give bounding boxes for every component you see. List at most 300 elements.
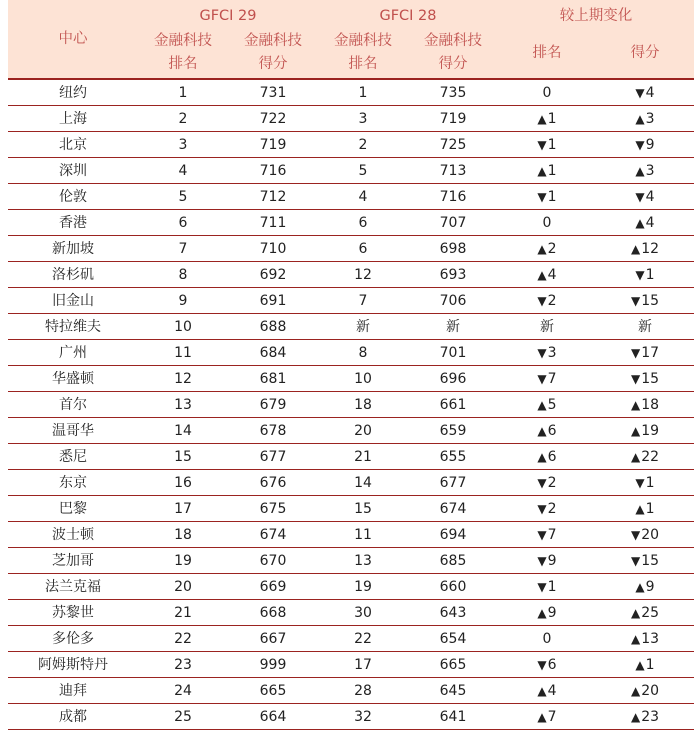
table-row bbox=[8, 418, 694, 444]
rank-29-cell: 20 bbox=[138, 574, 228, 600]
rank-change-cell bbox=[498, 106, 596, 132]
triangle-down-icon: ▼ bbox=[630, 293, 641, 308]
rank-change-value: 9 bbox=[547, 552, 557, 569]
score-change-cell bbox=[596, 314, 694, 340]
triangle-up-icon: ▲ bbox=[630, 709, 641, 724]
rank-change-cell bbox=[498, 548, 596, 574]
score-change-cell bbox=[596, 548, 694, 574]
rank-29-cell: 18 bbox=[138, 522, 228, 548]
score-change-cell bbox=[596, 470, 694, 496]
triangle-down-icon: ▼ bbox=[635, 267, 645, 282]
triangle-up-icon: ▲ bbox=[630, 241, 641, 256]
score-28-cell: 685 bbox=[408, 548, 498, 574]
rank-change-value: 1 bbox=[547, 136, 557, 153]
triangle-down-icon: ▼ bbox=[537, 371, 547, 386]
score-28-cell: 694 bbox=[408, 522, 498, 548]
table-row bbox=[8, 600, 694, 626]
rank-29-cell: 5 bbox=[138, 184, 228, 210]
rank-change-value: 2 bbox=[547, 474, 557, 491]
score-28-cell: 719 bbox=[408, 106, 498, 132]
header-fintech-28-rank: 金融科技 bbox=[334, 33, 392, 49]
score-28-cell: 654 bbox=[408, 626, 498, 652]
triangle-down-icon: ▼ bbox=[537, 345, 547, 360]
score-28-cell: 701 bbox=[408, 340, 498, 366]
table-row bbox=[8, 470, 694, 496]
score-28-cell: 665 bbox=[408, 652, 498, 678]
table-row bbox=[8, 574, 694, 600]
rank-28-cell: 20 bbox=[318, 418, 408, 444]
score-28-cell: 693 bbox=[408, 262, 498, 288]
rank-change-value: 2 bbox=[547, 500, 557, 517]
rank-change-cell bbox=[498, 210, 596, 236]
rank-28-cell: 3 bbox=[318, 106, 408, 132]
triangle-up-icon: ▲ bbox=[630, 631, 641, 646]
score-28-cell: 677 bbox=[408, 470, 498, 496]
rank-28-cell: 2 bbox=[318, 132, 408, 158]
rank-change-cell bbox=[498, 574, 596, 600]
rank-28-cell: 17 bbox=[318, 652, 408, 678]
rank-change-value: 1 bbox=[547, 162, 557, 179]
table-row bbox=[8, 184, 694, 210]
rank-29-cell: 16 bbox=[138, 470, 228, 496]
score-change-cell bbox=[596, 418, 694, 444]
rank-change-cell bbox=[498, 236, 596, 262]
rank-change-cell bbox=[498, 496, 596, 522]
rank-29-cell: 17 bbox=[138, 496, 228, 522]
score-29-cell: 679 bbox=[228, 392, 318, 418]
score-change-value: 17 bbox=[641, 344, 660, 361]
rank-change-value: 6 bbox=[547, 448, 557, 465]
triangle-up-icon: ▲ bbox=[635, 501, 645, 516]
table-row bbox=[8, 678, 694, 704]
triangle-down-icon: ▼ bbox=[630, 527, 641, 542]
header-score-change: 得分 bbox=[630, 45, 660, 61]
table-row bbox=[8, 80, 694, 106]
rank-change-value: 2 bbox=[547, 240, 557, 257]
rank-change-cell bbox=[498, 600, 596, 626]
rank-28-cell: 30 bbox=[318, 600, 408, 626]
score-change-value: 13 bbox=[641, 630, 660, 647]
score-change-cell bbox=[596, 366, 694, 392]
rank-28-cell: 5 bbox=[318, 158, 408, 184]
rank-change-value: 0 bbox=[542, 84, 552, 101]
triangle-down-icon: ▼ bbox=[537, 527, 547, 542]
score-change-value: 1 bbox=[645, 266, 655, 283]
triangle-down-icon: ▼ bbox=[635, 475, 645, 490]
rank-28-cell: 15 bbox=[318, 496, 408, 522]
table-row bbox=[8, 106, 694, 132]
score-change-cell bbox=[596, 106, 694, 132]
header-rank-29: 排名 bbox=[168, 56, 198, 72]
score-28-cell: 725 bbox=[408, 132, 498, 158]
header-fintech-29-score: 金融科技 bbox=[244, 33, 302, 49]
rank-29-cell: 24 bbox=[138, 678, 228, 704]
rank-28-cell: 12 bbox=[318, 262, 408, 288]
rank-change-value: 1 bbox=[547, 110, 557, 127]
triangle-up-icon: ▲ bbox=[635, 215, 645, 230]
triangle-down-icon: ▼ bbox=[537, 293, 547, 308]
rank-change-value: 9 bbox=[547, 604, 557, 621]
triangle-down-icon: ▼ bbox=[537, 657, 547, 672]
score-28-cell: 674 bbox=[408, 496, 498, 522]
triangle-up-icon: ▲ bbox=[537, 605, 547, 620]
score-change-value: 15 bbox=[641, 292, 660, 309]
header-fintech-28-score: 金融科技 bbox=[424, 33, 482, 49]
table-row bbox=[8, 210, 694, 236]
score-change-value: 25 bbox=[641, 604, 660, 621]
rank-change-cell bbox=[498, 340, 596, 366]
triangle-up-icon: ▲ bbox=[630, 605, 641, 620]
score-28-cell: 706 bbox=[408, 288, 498, 314]
score-29-cell: 667 bbox=[228, 626, 318, 652]
rank-28-cell: 32 bbox=[318, 704, 408, 730]
header-score-28: 得分 bbox=[438, 56, 468, 72]
rank-change-cell bbox=[498, 262, 596, 288]
table-row bbox=[8, 288, 694, 314]
rank-29-cell: 3 bbox=[138, 132, 228, 158]
city-cell: 首尔 bbox=[8, 392, 138, 418]
rank-change-cell bbox=[498, 80, 596, 106]
header-rank-28: 排名 bbox=[348, 56, 378, 72]
triangle-up-icon: ▲ bbox=[635, 163, 645, 178]
score-28-cell: 661 bbox=[408, 392, 498, 418]
table-header bbox=[8, 0, 694, 78]
rank-29-cell: 9 bbox=[138, 288, 228, 314]
score-28-cell: 660 bbox=[408, 574, 498, 600]
rank-28-cell: 19 bbox=[318, 574, 408, 600]
score-29-cell: 676 bbox=[228, 470, 318, 496]
rank-change-cell bbox=[498, 418, 596, 444]
triangle-up-icon: ▲ bbox=[635, 111, 645, 126]
rank-29-cell: 23 bbox=[138, 652, 228, 678]
score-change-value: 22 bbox=[641, 448, 660, 465]
city-cell: 温哥华 bbox=[8, 418, 138, 444]
rank-29-cell: 1 bbox=[138, 80, 228, 106]
score-29-cell: 668 bbox=[228, 600, 318, 626]
rank-change-cell bbox=[498, 470, 596, 496]
score-29-cell: 664 bbox=[228, 704, 318, 730]
triangle-down-icon: ▼ bbox=[537, 553, 547, 568]
table-row bbox=[8, 704, 694, 730]
triangle-up-icon: ▲ bbox=[630, 449, 641, 464]
rank-29-cell: 2 bbox=[138, 106, 228, 132]
score-29-cell: 670 bbox=[228, 548, 318, 574]
city-cell: 华盛顿 bbox=[8, 366, 138, 392]
rank-change-cell bbox=[498, 704, 596, 730]
rank-change-cell bbox=[498, 314, 596, 340]
score-28-cell: 645 bbox=[408, 678, 498, 704]
score-change-cell bbox=[596, 236, 694, 262]
score-change-value: 15 bbox=[641, 370, 660, 387]
header-rank-change: 排名 bbox=[532, 45, 562, 61]
rank-29-cell: 15 bbox=[138, 444, 228, 470]
city-cell: 香港 bbox=[8, 210, 138, 236]
rank-change-cell bbox=[498, 626, 596, 652]
score-change-value: 1 bbox=[645, 656, 655, 673]
score-change-value: 23 bbox=[641, 708, 660, 725]
score-change-value: 4 bbox=[645, 84, 655, 101]
rank-change-value: 1 bbox=[547, 188, 557, 205]
score-28-cell: 716 bbox=[408, 184, 498, 210]
rank-29-cell: 8 bbox=[138, 262, 228, 288]
rank-change-value: 6 bbox=[547, 422, 557, 439]
score-change-cell bbox=[596, 158, 694, 184]
triangle-up-icon: ▲ bbox=[537, 267, 547, 282]
score-change-value: 15 bbox=[641, 552, 660, 569]
city-cell: 波士顿 bbox=[8, 522, 138, 548]
rank-29-cell: 11 bbox=[138, 340, 228, 366]
rank-change-value: 4 bbox=[547, 682, 557, 699]
rank-change-value: 6 bbox=[547, 656, 557, 673]
score-change-cell bbox=[596, 652, 694, 678]
rank-change-value: 0 bbox=[542, 214, 552, 231]
rank-change-cell bbox=[498, 132, 596, 158]
table-row bbox=[8, 444, 694, 470]
triangle-up-icon: ▲ bbox=[537, 423, 547, 438]
rank-28-cell: 11 bbox=[318, 522, 408, 548]
score-change-value: 19 bbox=[641, 422, 660, 439]
score-28-cell: 641 bbox=[408, 704, 498, 730]
rank-change-cell bbox=[498, 366, 596, 392]
rank-change-cell bbox=[498, 392, 596, 418]
score-29-cell: 675 bbox=[228, 496, 318, 522]
score-change-value: 9 bbox=[645, 578, 655, 595]
score-29-cell: 669 bbox=[228, 574, 318, 600]
score-29-cell: 710 bbox=[228, 236, 318, 262]
table-row bbox=[8, 236, 694, 262]
rank-change-cell bbox=[498, 652, 596, 678]
header-center: 中心 bbox=[58, 31, 88, 47]
score-change-value: 1 bbox=[645, 474, 655, 491]
score-change-cell bbox=[596, 184, 694, 210]
table-row bbox=[8, 652, 694, 678]
score-28-cell: 659 bbox=[408, 418, 498, 444]
score-28-cell: 713 bbox=[408, 158, 498, 184]
score-29-cell: 691 bbox=[228, 288, 318, 314]
score-28-cell: 696 bbox=[408, 366, 498, 392]
score-28-cell: 655 bbox=[408, 444, 498, 470]
table-row bbox=[8, 340, 694, 366]
city-cell: 上海 bbox=[8, 106, 138, 132]
rank-29-cell: 25 bbox=[138, 704, 228, 730]
rank-28-cell: 4 bbox=[318, 184, 408, 210]
city-cell: 东京 bbox=[8, 470, 138, 496]
score-change-cell bbox=[596, 132, 694, 158]
city-cell: 新加坡 bbox=[8, 236, 138, 262]
rank-28-cell: 6 bbox=[318, 210, 408, 236]
score-29-cell: 719 bbox=[228, 132, 318, 158]
table-row bbox=[8, 522, 694, 548]
city-cell: 芝加哥 bbox=[8, 548, 138, 574]
triangle-up-icon: ▲ bbox=[635, 657, 645, 672]
city-cell: 迪拜 bbox=[8, 678, 138, 704]
rank-change-value: 2 bbox=[547, 292, 557, 309]
score-change-cell bbox=[596, 288, 694, 314]
rank-28-cell: 10 bbox=[318, 366, 408, 392]
score-change-value: 4 bbox=[645, 214, 655, 231]
city-cell: 巴黎 bbox=[8, 496, 138, 522]
rank-change-value: 7 bbox=[547, 526, 557, 543]
table-row bbox=[8, 262, 694, 288]
city-cell: 广州 bbox=[8, 340, 138, 366]
score-29-cell: 678 bbox=[228, 418, 318, 444]
header-score-29: 得分 bbox=[258, 56, 288, 72]
rank-change-value: 7 bbox=[547, 708, 557, 725]
rank-change-value: 新 bbox=[540, 318, 554, 335]
rank-28-cell: 1 bbox=[318, 80, 408, 106]
triangle-up-icon: ▲ bbox=[537, 397, 547, 412]
score-29-cell: 681 bbox=[228, 366, 318, 392]
score-29-cell: 692 bbox=[228, 262, 318, 288]
score-29-cell: 716 bbox=[228, 158, 318, 184]
table-row bbox=[8, 314, 694, 340]
rank-28-cell: 13 bbox=[318, 548, 408, 574]
city-cell: 法兰克福 bbox=[8, 574, 138, 600]
score-change-cell bbox=[596, 392, 694, 418]
triangle-down-icon: ▼ bbox=[635, 189, 645, 204]
triangle-down-icon: ▼ bbox=[537, 501, 547, 516]
table-row bbox=[8, 496, 694, 522]
city-cell: 苏黎世 bbox=[8, 600, 138, 626]
score-change-value: 1 bbox=[645, 500, 655, 517]
score-28-cell: 707 bbox=[408, 210, 498, 236]
rank-29-cell: 21 bbox=[138, 600, 228, 626]
rank-change-cell bbox=[498, 444, 596, 470]
table-row bbox=[8, 548, 694, 574]
city-cell: 多伦多 bbox=[8, 626, 138, 652]
score-29-cell: 999 bbox=[228, 652, 318, 678]
score-29-cell: 688 bbox=[228, 314, 318, 340]
header-fintech-29-rank: 金融科技 bbox=[154, 33, 212, 49]
triangle-down-icon: ▼ bbox=[630, 371, 641, 386]
score-28-cell: 735 bbox=[408, 80, 498, 106]
score-change-cell bbox=[596, 444, 694, 470]
city-cell: 洛杉矶 bbox=[8, 262, 138, 288]
rank-29-cell: 12 bbox=[138, 366, 228, 392]
rank-29-cell: 13 bbox=[138, 392, 228, 418]
rank-29-cell: 14 bbox=[138, 418, 228, 444]
score-29-cell: 665 bbox=[228, 678, 318, 704]
rank-change-cell bbox=[498, 288, 596, 314]
score-change-cell bbox=[596, 262, 694, 288]
rank-28-cell: 6 bbox=[318, 236, 408, 262]
rank-change-cell bbox=[498, 678, 596, 704]
triangle-down-icon: ▼ bbox=[630, 345, 641, 360]
rank-change-cell bbox=[498, 184, 596, 210]
rank-28-cell: 7 bbox=[318, 288, 408, 314]
rank-change-value: 7 bbox=[547, 370, 557, 387]
header-gfci28: GFCI 28 bbox=[379, 8, 437, 24]
score-change-value: 4 bbox=[645, 188, 655, 205]
rank-29-cell: 22 bbox=[138, 626, 228, 652]
score-29-cell: 674 bbox=[228, 522, 318, 548]
score-28-cell: 643 bbox=[408, 600, 498, 626]
rank-28-cell: 28 bbox=[318, 678, 408, 704]
rank-change-value: 3 bbox=[547, 344, 557, 361]
score-28-cell: 698 bbox=[408, 236, 498, 262]
city-cell: 特拉维夫 bbox=[8, 314, 138, 340]
triangle-up-icon: ▲ bbox=[635, 579, 645, 594]
score-28-cell: 新 bbox=[408, 314, 498, 340]
triangle-up-icon: ▲ bbox=[630, 423, 641, 438]
header-change: 较上期变化 bbox=[559, 8, 633, 24]
rank-change-value: 5 bbox=[547, 396, 557, 413]
rank-28-cell: 新 bbox=[318, 314, 408, 340]
rank-29-cell: 6 bbox=[138, 210, 228, 236]
rank-28-cell: 21 bbox=[318, 444, 408, 470]
score-change-value: 12 bbox=[641, 240, 660, 257]
city-cell: 旧金山 bbox=[8, 288, 138, 314]
score-change-value: 9 bbox=[645, 136, 655, 153]
table-row bbox=[8, 158, 694, 184]
rank-change-value: 1 bbox=[547, 578, 557, 595]
table-row bbox=[8, 626, 694, 652]
score-change-cell bbox=[596, 574, 694, 600]
score-change-cell bbox=[596, 496, 694, 522]
header-gfci29: GFCI 29 bbox=[199, 8, 257, 24]
rank-change-cell bbox=[498, 158, 596, 184]
city-cell: 深圳 bbox=[8, 158, 138, 184]
score-change-cell bbox=[596, 522, 694, 548]
score-29-cell: 677 bbox=[228, 444, 318, 470]
rank-28-cell: 18 bbox=[318, 392, 408, 418]
city-cell: 北京 bbox=[8, 132, 138, 158]
city-cell: 成都 bbox=[8, 704, 138, 730]
score-change-cell bbox=[596, 600, 694, 626]
score-change-value: 20 bbox=[641, 682, 660, 699]
score-change-cell bbox=[596, 626, 694, 652]
triangle-up-icon: ▲ bbox=[537, 449, 547, 464]
triangle-up-icon: ▲ bbox=[537, 683, 547, 698]
score-29-cell: 722 bbox=[228, 106, 318, 132]
triangle-down-icon: ▼ bbox=[635, 85, 645, 100]
triangle-down-icon: ▼ bbox=[537, 137, 547, 152]
rank-29-cell: 7 bbox=[138, 236, 228, 262]
score-29-cell: 711 bbox=[228, 210, 318, 236]
score-29-cell: 731 bbox=[228, 80, 318, 106]
triangle-up-icon: ▲ bbox=[537, 111, 547, 126]
triangle-up-icon: ▲ bbox=[630, 683, 641, 698]
score-change-cell bbox=[596, 678, 694, 704]
rank-28-cell: 8 bbox=[318, 340, 408, 366]
city-cell: 纽约 bbox=[8, 80, 138, 106]
triangle-up-icon: ▲ bbox=[537, 163, 547, 178]
city-cell: 伦敦 bbox=[8, 184, 138, 210]
table-row bbox=[8, 392, 694, 418]
rank-29-cell: 4 bbox=[138, 158, 228, 184]
score-change-cell bbox=[596, 340, 694, 366]
triangle-down-icon: ▼ bbox=[635, 137, 645, 152]
triangle-up-icon: ▲ bbox=[537, 241, 547, 256]
city-cell: 阿姆斯特丹 bbox=[8, 652, 138, 678]
triangle-up-icon: ▲ bbox=[537, 709, 547, 724]
rank-28-cell: 14 bbox=[318, 470, 408, 496]
score-change-cell bbox=[596, 210, 694, 236]
table-body bbox=[8, 80, 694, 730]
score-change-cell bbox=[596, 80, 694, 106]
rank-change-value: 4 bbox=[547, 266, 557, 283]
score-29-cell: 712 bbox=[228, 184, 318, 210]
rank-28-cell: 22 bbox=[318, 626, 408, 652]
triangle-up-icon: ▲ bbox=[630, 397, 641, 412]
triangle-down-icon: ▼ bbox=[537, 579, 547, 594]
rank-change-value: 0 bbox=[542, 630, 552, 647]
table-row bbox=[8, 132, 694, 158]
score-29-cell: 684 bbox=[228, 340, 318, 366]
rank-29-cell: 19 bbox=[138, 548, 228, 574]
triangle-down-icon: ▼ bbox=[537, 189, 547, 204]
score-change-value: 3 bbox=[645, 110, 655, 127]
